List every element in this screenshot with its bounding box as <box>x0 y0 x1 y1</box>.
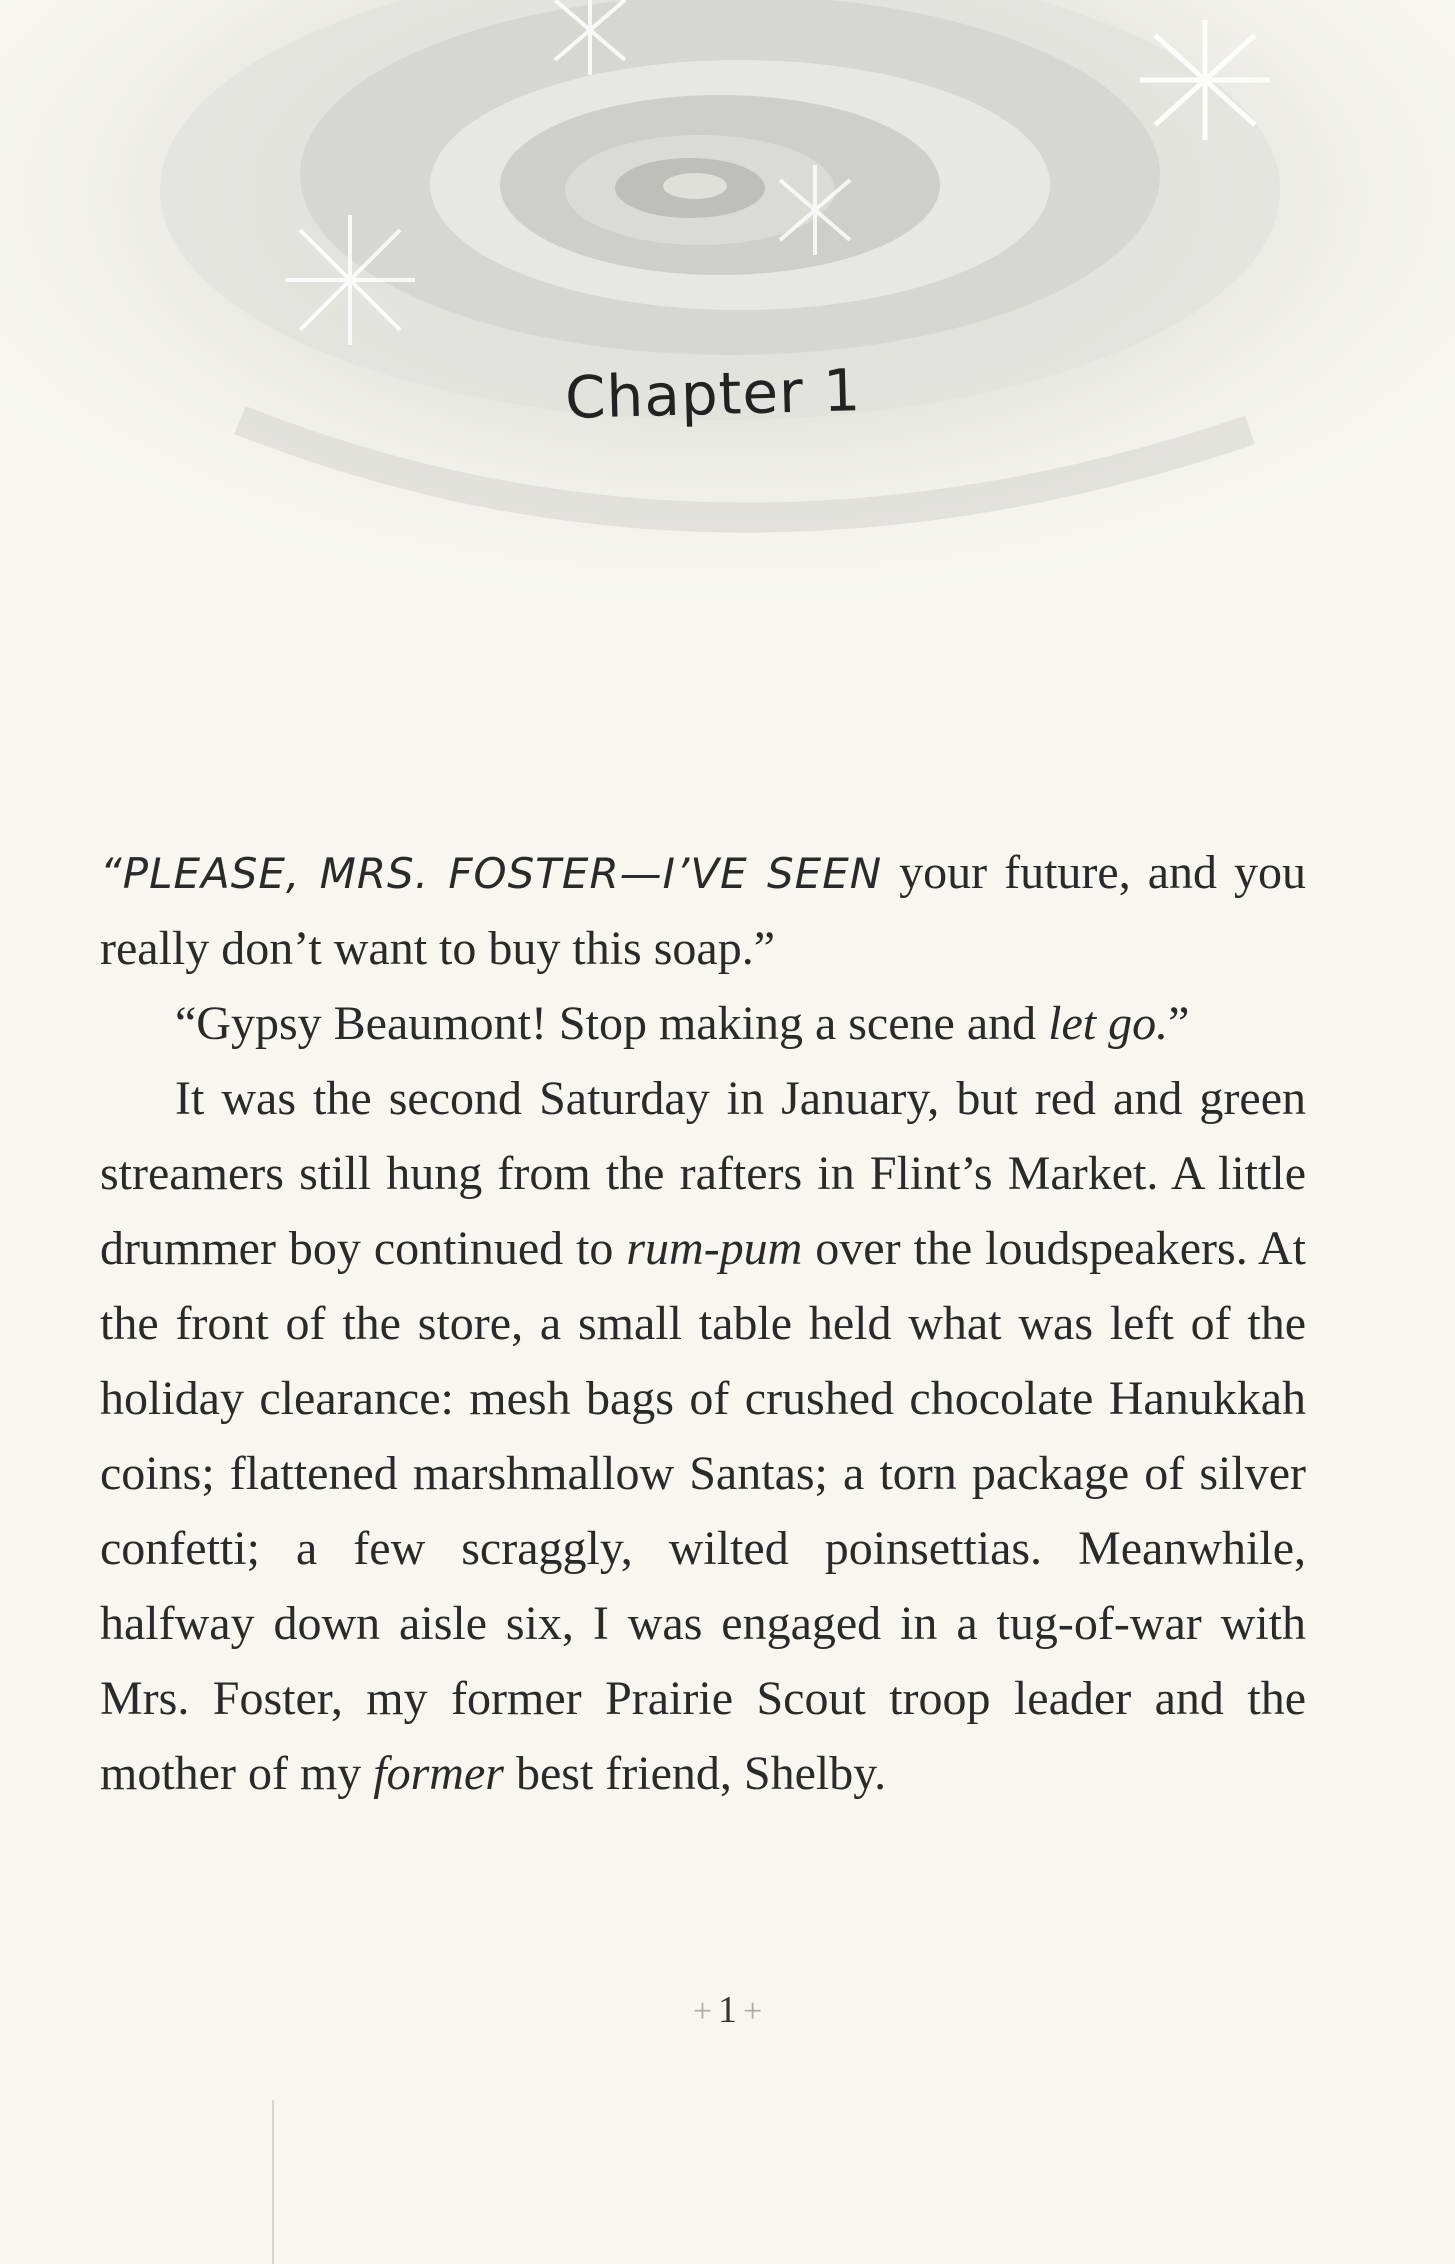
snowflake-icon <box>1140 20 1270 140</box>
paragraph-text: over the loudspeakers. At the front of the store, a small table held what was left of the holiday clearance: mesh bags of crushed chocolate Hanukkah coins; flattened marshmallow Santas; a torn package of silver confetti; a few scraggly, wilted poinsettias. Meanwhile, halfway down aisle six, I was engaged in a tug-of-war with Mrs. Foster, my former Prairie Scout troop leader and the mother of my <box>100 1222 1306 1800</box>
paragraph-text: best friend, Shelby. <box>503 1747 887 1800</box>
body-text <box>100 835 1306 1811</box>
ornament-right: + <box>743 1993 763 2030</box>
swirl-illustration <box>0 0 1455 700</box>
emphasis-text: rum-pum <box>626 1222 803 1275</box>
paragraph <box>100 1061 1306 1811</box>
paragraph-text: “Gypsy Beaumont! Stop making a scene and <box>175 997 1049 1050</box>
ornament-left: + <box>692 1993 712 2030</box>
page-number-footer <box>0 1988 1455 2032</box>
paragraph-text: ” <box>1168 997 1190 1050</box>
emphasis-text: let go. <box>1048 997 1169 1050</box>
paragraph <box>100 835 1306 986</box>
paragraph-text: It was the second Saturday in January, but red and green streamers still hung from the rafters in Flint’s Market. A little drummer boy continued to <box>100 1072 1306 1275</box>
paragraph-text: your future, and you really don’t want to buy this soap.” <box>100 846 1306 975</box>
emphasis-text: former <box>373 1747 504 1800</box>
page-number: 1 <box>718 1989 737 2031</box>
paragraph <box>100 986 1306 1061</box>
snowflake-icon <box>285 215 415 345</box>
chapter-title: Chapter 1 <box>564 356 863 432</box>
page-crease <box>272 2100 274 2264</box>
lead-in-caps: “PLEASE, MRS. FOSTER—I’VE SEEN <box>100 849 883 898</box>
